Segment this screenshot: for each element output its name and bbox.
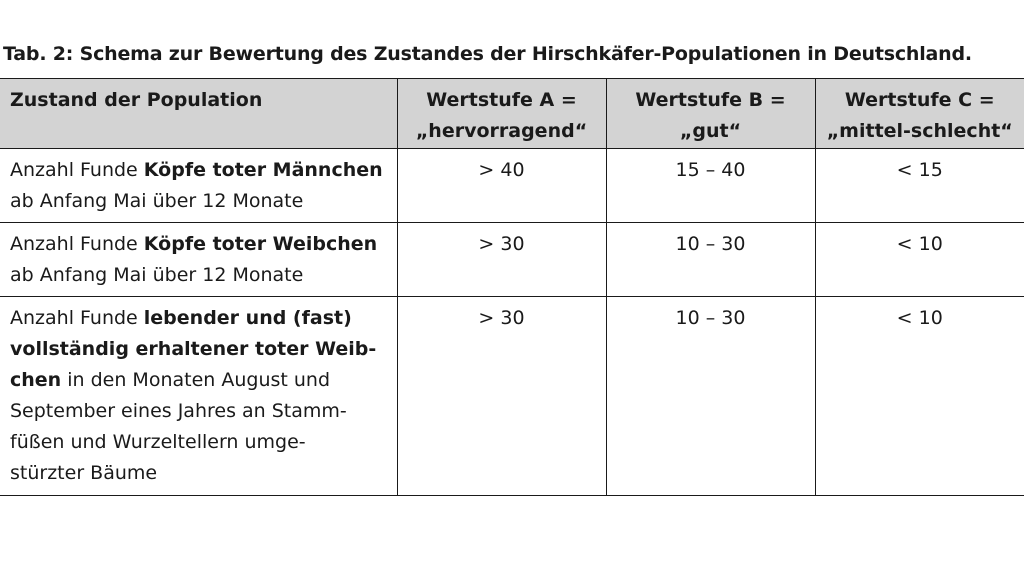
value-b-cell: 10 – 30 bbox=[606, 223, 815, 297]
criterion-line bbox=[10, 303, 389, 334]
value-a-cell: > 30 bbox=[397, 223, 606, 297]
criterion-line6: stürzter Bäume bbox=[10, 462, 158, 484]
criterion-cell bbox=[0, 149, 397, 223]
header-level-b-line1: Wertstufe B = bbox=[635, 89, 786, 111]
header-population-state bbox=[0, 79, 397, 149]
criterion-cell bbox=[0, 297, 397, 496]
header-level-a-line1: Wertstufe A = bbox=[426, 89, 577, 111]
header-level-b-line2: „gut“ bbox=[679, 120, 742, 142]
criterion-line4: September eines Jahres an Stamm- bbox=[10, 400, 347, 422]
header-level-c-line1: Wertstufe C = bbox=[844, 89, 995, 111]
criterion-line bbox=[10, 229, 389, 260]
table-header-row bbox=[0, 79, 1024, 149]
criterion-prefix: Anzahl Funde bbox=[10, 159, 144, 181]
table-row bbox=[0, 223, 1024, 297]
header-level-b bbox=[606, 79, 815, 149]
header-level-a bbox=[397, 79, 606, 149]
value-b-cell: 10 – 30 bbox=[606, 297, 815, 496]
criterion-line3 bbox=[10, 365, 389, 396]
criterion-bold-line2: vollständig erhaltener toter Weib- bbox=[10, 338, 377, 360]
criterion-cell bbox=[0, 223, 397, 297]
criterion-rest: ab Anfang Mai über 12 Monate bbox=[10, 190, 304, 212]
criterion-bold: Köpfe toter Weibchen bbox=[143, 233, 378, 255]
criterion-rest: ab Anfang Mai über 12 Monate bbox=[10, 264, 304, 286]
value-c-cell: < 10 bbox=[815, 297, 1024, 496]
criterion-rest-line3: in den Monaten August und bbox=[61, 369, 331, 391]
criterion-bold: lebender und (fast) bbox=[143, 307, 352, 329]
value-c-cell: < 15 bbox=[815, 149, 1024, 223]
value-c-cell: < 10 bbox=[815, 223, 1024, 297]
header-population-state-label: Zustand der Population bbox=[10, 89, 263, 111]
table-row bbox=[0, 149, 1024, 223]
value-a-cell: > 40 bbox=[397, 149, 606, 223]
criterion-prefix: Anzahl Funde bbox=[10, 233, 144, 255]
table-row bbox=[0, 297, 1024, 496]
assessment-table bbox=[0, 78, 1024, 496]
criterion-line5: füßen und Wurzeltellern umge- bbox=[10, 431, 306, 453]
value-a-cell: > 30 bbox=[397, 297, 606, 496]
criterion-line bbox=[10, 155, 389, 186]
header-level-c bbox=[815, 79, 1024, 149]
header-level-c-line2: „mittel-schlecht“ bbox=[826, 120, 1013, 142]
header-level-a-line2: „hervorragend“ bbox=[415, 120, 588, 142]
table-caption: Tab. 2: Schema zur Bewertung des Zustandes der Hirschkäfer-Populationen in Deutschland. bbox=[3, 43, 972, 65]
criterion-prefix: Anzahl Funde bbox=[10, 307, 144, 329]
criterion-bold: Köpfe toter Männchen bbox=[143, 159, 383, 181]
criterion-bold-line3: chen bbox=[10, 369, 62, 391]
value-b-cell: 15 – 40 bbox=[606, 149, 815, 223]
